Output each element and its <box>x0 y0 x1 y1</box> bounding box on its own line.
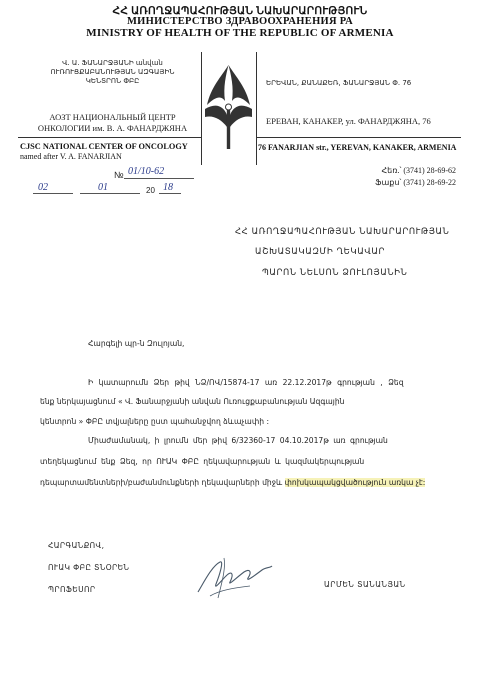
letter-greeting: Հարգելի պր-ն Զուլոյան, <box>88 339 185 348</box>
center-name-russian-1: АОЗТ НАЦИОНАЛЬНЫЙ ЦЕНТР <box>49 112 176 122</box>
phone-number: Հեռ.՝ (3741) 28-69-62 <box>381 166 456 175</box>
center-name-english-2: named after V. A. FANARJIAN <box>20 152 122 161</box>
highlighted-text: փոխկապակցվածություն առկա չէ: <box>284 478 426 487</box>
date-month-line <box>80 193 140 194</box>
address-russian: ЕРЕВАН, КАНАКЕР, ул. ФАНАРДЖЯНА, 76 <box>266 116 431 126</box>
addressee-ministry: ՀՀ ԱՌՈՂՋԱՊԱՀՈՒԹՅԱՆ ՆԱԽԱՐԱՐՈՒԹՅԱՆ <box>235 227 450 237</box>
header-rule-left <box>18 137 201 138</box>
handwritten-signature <box>190 552 280 602</box>
address-armenian: ԵՐԵՎԱՆ, ՔԱՆԱՔԵՌ, ՖԱՆԱՐՋՅԱՆ Փ. 76 <box>266 79 412 87</box>
signer-title: ՊՐՈՖԵՍՈՐ <box>48 585 96 594</box>
ministry-title-armenian: ՀՀ ԱՌՈՂՋԱՊԱՀՈՒԹՅԱՆ ՆԱԽԱՐԱՐՈՒԹՅՈՒՆ <box>112 6 368 17</box>
reference-number-value: 01/10-62 <box>128 166 165 177</box>
date-day: 02 <box>38 182 48 193</box>
date-year-line <box>159 193 181 194</box>
address-english: 76 FANARJIAN str., YEREVAN, KANAKER, ARMENIA <box>258 143 457 152</box>
ministry-title-english: MINISTRY OF HEALTH OF THE REPUBLIC OF ARMENIA <box>86 27 394 39</box>
addressee-title: ԱՇԽԱՏԱԿԱԶՄԻ ՂԵԿԱՎԱՐ <box>255 247 385 257</box>
closing-regards: ՀԱՐԳԱՆՔՈՎ, <box>48 541 105 550</box>
date-year: 18 <box>163 182 173 193</box>
oncology-center-logo <box>201 57 256 152</box>
center-name-russian-2: ОНКОЛОГИИ им. В. А. ФАНАРДЖЯНА <box>37 123 188 133</box>
body-line-4: Միաժամանակ, ի լրումն մեր թիվ 6/32360-17 04.10.2017թ առ գրության <box>88 436 388 445</box>
date-year-prefix: 20 <box>146 186 155 195</box>
center-name-armenian-1: Վ. Ա. ՖԱՆԱՐՋՅԱՆԻ անվան <box>62 59 163 67</box>
header-divider-right <box>256 52 257 165</box>
reference-number-line <box>124 178 194 179</box>
date-month: 01 <box>98 182 108 193</box>
center-name-english-1: CJSC NATIONAL CENTER OF ONCOLOGY <box>20 142 188 151</box>
ministry-title-russian: МИНИСТЕРСТВО ЗДРАВООХРАНЕНИЯ РА <box>126 16 354 27</box>
signer-name: ԱՐՄԵՆ ՏԱՆԱՆՅԱՆ <box>324 580 406 589</box>
date-day-line <box>33 193 73 194</box>
center-name-armenian-3: ԿԵՆՏՐՈՆ ՓԲԸ <box>85 77 140 85</box>
fax-number: Ֆաքս՝ (3741) 28-69-22 <box>375 178 456 187</box>
reference-number-label: № <box>114 170 124 180</box>
body-line-6 <box>40 478 425 487</box>
body-line-3: կենտրոն » ՓԲԸ տվյալները ըստ պահանջվող ձևաչափի : <box>40 417 270 426</box>
body-line-5: տեղեկացնում ենք Ձեզ, որ ՈՒԱԿ ՓԲԸ ղեկավարության և կազմակերպության <box>40 457 365 466</box>
body-line-1: Ի կատարումն Ձեր թիվ ՆՁ/ՈՎ/15874-17 առ 22.12.2017թ գրության , Ձեզ <box>88 378 404 387</box>
center-name-armenian-2: ՈՒՌՈՒՑՔԱԲԱՆՈՒԹՅԱՆ ԱԶԳԱՅԻՆ <box>50 68 175 76</box>
addressee-name: ՊԱՐՈՆ ՆԵԼՍՈՆ ՁՈՒԼՈՅԱՆԻՆ <box>262 268 408 278</box>
signer-position: ՈՒԱԿ ՓԲԸ ՏՆՕՐԵՆ <box>48 563 130 572</box>
header-rule-right <box>256 137 461 138</box>
body-line-2: ենք ներկայացնում « Վ. Ֆանարջյանի անվան Ուռուցքաբանության Ազգային <box>40 397 345 406</box>
body-line-6-text: դեպարտամենտների/բաժանմունքների ղեկավարների միջև <box>40 478 285 487</box>
